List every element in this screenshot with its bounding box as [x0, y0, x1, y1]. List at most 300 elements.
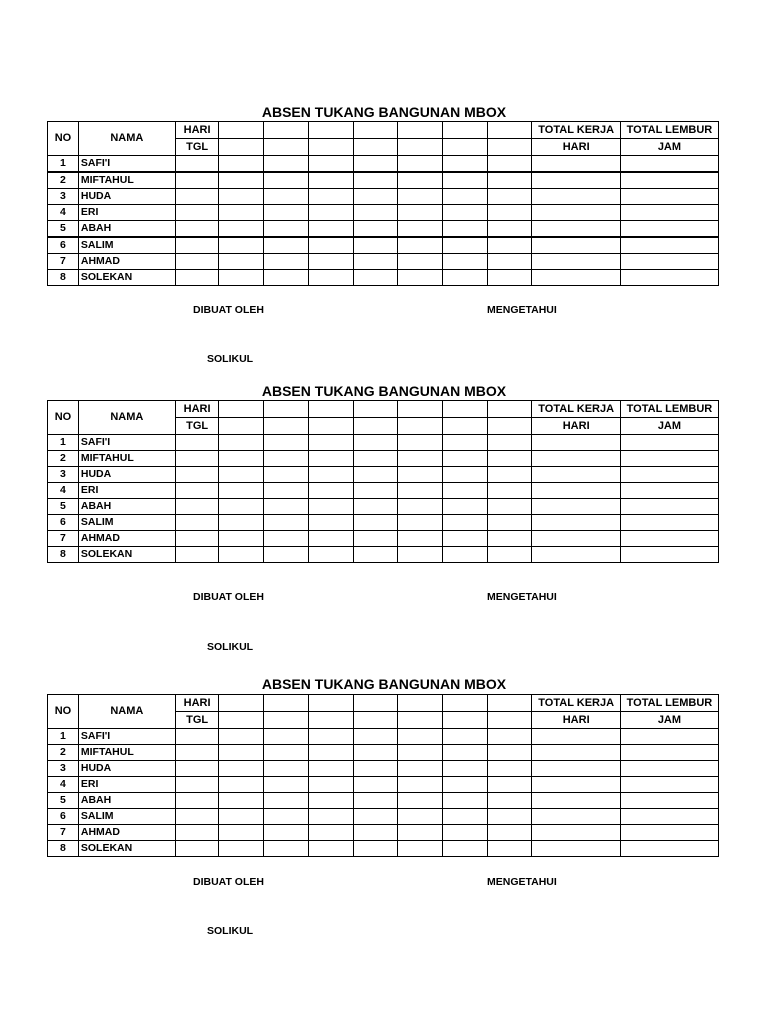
day-cell[interactable]	[487, 695, 532, 712]
day-cell[interactable]	[398, 695, 443, 712]
cell[interactable]	[620, 270, 718, 286]
cell[interactable]	[308, 777, 353, 793]
day-cell[interactable]	[219, 122, 264, 139]
cell[interactable]	[398, 809, 443, 825]
date-cell[interactable]	[487, 418, 532, 435]
cell[interactable]	[532, 451, 620, 467]
cell[interactable]	[487, 189, 532, 205]
row-no: 8	[48, 270, 79, 286]
cell[interactable]	[175, 547, 219, 563]
cell[interactable]	[353, 531, 398, 547]
cell[interactable]	[532, 547, 620, 563]
cell[interactable]	[308, 467, 353, 483]
day-cell[interactable]	[308, 122, 353, 139]
cell[interactable]	[398, 483, 443, 499]
cell[interactable]	[219, 841, 264, 857]
cell[interactable]	[532, 729, 620, 745]
cell[interactable]	[175, 451, 219, 467]
cell[interactable]	[308, 761, 353, 777]
cell[interactable]	[264, 156, 309, 173]
cell[interactable]	[175, 777, 219, 793]
cell[interactable]	[398, 172, 443, 189]
date-cell[interactable]	[398, 139, 443, 156]
day-cell[interactable]	[398, 122, 443, 139]
cell[interactable]	[443, 451, 488, 467]
cell[interactable]	[308, 515, 353, 531]
cell[interactable]	[398, 825, 443, 841]
cell[interactable]	[443, 825, 488, 841]
mengetahui-label: MENGETAHUI	[487, 876, 557, 888]
cell[interactable]	[308, 156, 353, 173]
cell[interactable]	[219, 435, 264, 451]
cell[interactable]	[175, 515, 219, 531]
cell[interactable]	[264, 809, 309, 825]
cell[interactable]	[398, 205, 443, 221]
cell[interactable]	[353, 515, 398, 531]
cell[interactable]	[532, 221, 620, 238]
cell[interactable]	[353, 841, 398, 857]
cell[interactable]	[308, 435, 353, 451]
cell[interactable]	[487, 793, 532, 809]
cell[interactable]	[219, 729, 264, 745]
row-nama: MIFTAHUL	[78, 451, 175, 467]
cell[interactable]	[487, 547, 532, 563]
cell[interactable]	[487, 809, 532, 825]
cell[interactable]	[398, 745, 443, 761]
cell[interactable]	[353, 793, 398, 809]
cell[interactable]	[308, 205, 353, 221]
cell[interactable]	[219, 777, 264, 793]
cell[interactable]	[353, 761, 398, 777]
cell[interactable]	[353, 483, 398, 499]
cell[interactable]	[620, 515, 718, 531]
cell[interactable]	[443, 745, 488, 761]
cell[interactable]	[308, 531, 353, 547]
cell[interactable]	[175, 483, 219, 499]
cell[interactable]	[487, 237, 532, 254]
cell[interactable]	[264, 205, 309, 221]
cell[interactable]	[175, 189, 219, 205]
cell[interactable]	[398, 841, 443, 857]
cell[interactable]	[353, 467, 398, 483]
cell[interactable]	[353, 729, 398, 745]
date-cell[interactable]	[219, 139, 264, 156]
cell[interactable]	[219, 793, 264, 809]
cell[interactable]	[264, 499, 309, 515]
cell[interactable]	[219, 483, 264, 499]
cell[interactable]	[175, 270, 219, 286]
cell[interactable]	[353, 156, 398, 173]
date-cell[interactable]	[308, 139, 353, 156]
cell[interactable]	[532, 793, 620, 809]
cell[interactable]	[532, 270, 620, 286]
cell[interactable]	[219, 825, 264, 841]
cell[interactable]	[620, 809, 718, 825]
cell[interactable]	[264, 451, 309, 467]
cell[interactable]	[443, 841, 488, 857]
day-cell[interactable]	[487, 401, 532, 418]
cell[interactable]	[219, 809, 264, 825]
cell[interactable]	[264, 270, 309, 286]
date-cell[interactable]	[353, 139, 398, 156]
cell[interactable]	[620, 156, 718, 173]
cell[interactable]	[308, 483, 353, 499]
row-no: 4	[48, 205, 79, 221]
cell[interactable]	[264, 172, 309, 189]
cell[interactable]	[443, 205, 488, 221]
cell[interactable]	[398, 515, 443, 531]
cell[interactable]	[264, 515, 309, 531]
cell[interactable]	[308, 189, 353, 205]
cell[interactable]	[443, 761, 488, 777]
cell[interactable]	[219, 531, 264, 547]
cell[interactable]	[487, 156, 532, 173]
cell[interactable]	[532, 467, 620, 483]
row-no: 4	[48, 777, 79, 793]
cell[interactable]	[443, 809, 488, 825]
cell[interactable]	[353, 451, 398, 467]
cell[interactable]	[308, 825, 353, 841]
cell[interactable]	[532, 483, 620, 499]
cell[interactable]	[620, 172, 718, 189]
cell[interactable]	[443, 189, 488, 205]
cell[interactable]	[487, 451, 532, 467]
cell[interactable]	[532, 841, 620, 857]
cell[interactable]	[175, 841, 219, 857]
cell[interactable]	[264, 467, 309, 483]
cell[interactable]	[308, 172, 353, 189]
cell[interactable]	[487, 435, 532, 451]
row-nama: SOLEKAN	[78, 270, 175, 286]
cell[interactable]	[532, 237, 620, 254]
cell[interactable]	[443, 729, 488, 745]
signer-name: SOLIKUL	[207, 925, 254, 937]
row-nama: ABAH	[78, 499, 175, 515]
cell[interactable]	[398, 156, 443, 173]
cell[interactable]	[532, 435, 620, 451]
cell[interactable]	[398, 451, 443, 467]
cell[interactable]	[532, 515, 620, 531]
day-cell[interactable]	[398, 401, 443, 418]
cell[interactable]	[443, 435, 488, 451]
date-cell[interactable]	[353, 712, 398, 729]
cell[interactable]	[175, 531, 219, 547]
table-row	[48, 254, 719, 270]
cell[interactable]	[532, 205, 620, 221]
cell[interactable]	[264, 777, 309, 793]
date-cell[interactable]	[264, 139, 309, 156]
date-cell[interactable]	[264, 712, 309, 729]
cell[interactable]	[308, 547, 353, 563]
cell[interactable]	[353, 745, 398, 761]
cell[interactable]	[443, 547, 488, 563]
cell[interactable]	[308, 221, 353, 238]
day-cell[interactable]	[353, 122, 398, 139]
cell[interactable]	[219, 745, 264, 761]
cell[interactable]	[264, 435, 309, 451]
cell[interactable]	[219, 237, 264, 254]
cell[interactable]	[620, 221, 718, 238]
cell[interactable]	[353, 221, 398, 238]
cell[interactable]	[308, 841, 353, 857]
cell[interactable]	[219, 761, 264, 777]
cell[interactable]	[398, 189, 443, 205]
cell[interactable]	[219, 270, 264, 286]
date-cell[interactable]	[487, 712, 532, 729]
date-cell[interactable]	[487, 139, 532, 156]
date-cell[interactable]	[443, 139, 488, 156]
cell[interactable]	[308, 451, 353, 467]
day-cell[interactable]	[264, 122, 309, 139]
table-row	[48, 515, 719, 531]
cell[interactable]	[264, 841, 309, 857]
cell[interactable]	[219, 205, 264, 221]
day-cell[interactable]	[353, 401, 398, 418]
cell[interactable]	[308, 499, 353, 515]
cell[interactable]	[487, 777, 532, 793]
cell[interactable]	[264, 221, 309, 238]
cell[interactable]	[620, 254, 718, 270]
cell[interactable]	[219, 547, 264, 563]
date-cell[interactable]	[264, 418, 309, 435]
cell[interactable]	[219, 499, 264, 515]
cell[interactable]	[308, 270, 353, 286]
cell[interactable]	[353, 825, 398, 841]
cell[interactable]	[487, 531, 532, 547]
cell[interactable]	[219, 172, 264, 189]
cell[interactable]	[398, 499, 443, 515]
cell[interactable]	[487, 745, 532, 761]
cell[interactable]	[264, 254, 309, 270]
cell[interactable]	[219, 156, 264, 173]
attendance-table	[47, 400, 719, 563]
cell[interactable]	[487, 467, 532, 483]
cell[interactable]	[487, 761, 532, 777]
row-no: 8	[48, 841, 79, 857]
day-cell[interactable]	[353, 695, 398, 712]
cell[interactable]	[264, 761, 309, 777]
cell[interactable]	[620, 483, 718, 499]
cell[interactable]	[398, 793, 443, 809]
cell[interactable]	[532, 254, 620, 270]
cell[interactable]	[443, 531, 488, 547]
cell[interactable]	[264, 189, 309, 205]
cell[interactable]	[398, 270, 443, 286]
cell[interactable]	[398, 777, 443, 793]
cell[interactable]	[175, 467, 219, 483]
cell[interactable]	[219, 221, 264, 238]
cell[interactable]	[398, 237, 443, 254]
cell[interactable]	[443, 467, 488, 483]
row-no: 5	[48, 793, 79, 809]
cell[interactable]	[175, 254, 219, 270]
cell[interactable]	[175, 499, 219, 515]
cell[interactable]	[620, 745, 718, 761]
cell[interactable]	[620, 841, 718, 857]
cell[interactable]	[487, 205, 532, 221]
day-cell[interactable]	[308, 401, 353, 418]
date-cell[interactable]	[219, 712, 264, 729]
cell[interactable]	[398, 761, 443, 777]
cell[interactable]	[398, 531, 443, 547]
day-cell[interactable]	[219, 695, 264, 712]
cell[interactable]	[398, 435, 443, 451]
cell[interactable]	[175, 793, 219, 809]
cell[interactable]	[443, 499, 488, 515]
cell[interactable]	[219, 451, 264, 467]
cell[interactable]	[620, 189, 718, 205]
cell[interactable]	[308, 745, 353, 761]
cell[interactable]	[264, 483, 309, 499]
cell[interactable]	[443, 172, 488, 189]
cell[interactable]	[443, 777, 488, 793]
cell[interactable]	[264, 729, 309, 745]
cell[interactable]	[264, 745, 309, 761]
cell[interactable]	[219, 189, 264, 205]
cell[interactable]	[264, 547, 309, 563]
cell[interactable]	[308, 729, 353, 745]
cell[interactable]	[620, 435, 718, 451]
cell[interactable]	[443, 221, 488, 238]
cell[interactable]	[620, 825, 718, 841]
cell[interactable]	[620, 761, 718, 777]
day-cell[interactable]	[487, 122, 532, 139]
cell[interactable]	[532, 172, 620, 189]
cell[interactable]	[487, 254, 532, 270]
cell[interactable]	[264, 237, 309, 254]
cell[interactable]	[353, 237, 398, 254]
cell[interactable]	[532, 189, 620, 205]
day-cell[interactable]	[264, 401, 309, 418]
cell[interactable]	[443, 483, 488, 499]
date-cell[interactable]	[398, 712, 443, 729]
unit-hari: HARI	[532, 712, 620, 729]
cell[interactable]	[353, 270, 398, 286]
cell[interactable]	[264, 825, 309, 841]
cell[interactable]	[308, 237, 353, 254]
cell[interactable]	[532, 499, 620, 515]
cell[interactable]	[219, 467, 264, 483]
cell[interactable]	[487, 841, 532, 857]
cell[interactable]	[398, 547, 443, 563]
date-cell[interactable]	[353, 418, 398, 435]
cell[interactable]	[353, 435, 398, 451]
cell[interactable]	[620, 205, 718, 221]
cell[interactable]	[175, 761, 219, 777]
cell[interactable]	[175, 237, 219, 254]
cell[interactable]	[219, 515, 264, 531]
cell[interactable]	[175, 221, 219, 238]
cell[interactable]	[532, 761, 620, 777]
date-cell[interactable]	[398, 418, 443, 435]
cell[interactable]	[175, 809, 219, 825]
sheet-title: ABSEN TUKANG BANGUNAN MBOX	[261, 676, 507, 692]
cell[interactable]	[532, 531, 620, 547]
cell[interactable]	[353, 189, 398, 205]
cell[interactable]	[308, 809, 353, 825]
cell[interactable]	[487, 499, 532, 515]
cell[interactable]	[620, 531, 718, 547]
cell[interactable]	[353, 499, 398, 515]
cell[interactable]	[175, 825, 219, 841]
cell[interactable]	[219, 254, 264, 270]
cell[interactable]	[532, 777, 620, 793]
date-cell[interactable]	[443, 418, 488, 435]
cell[interactable]	[487, 221, 532, 238]
cell[interactable]	[308, 793, 353, 809]
cell[interactable]	[353, 205, 398, 221]
cell[interactable]	[532, 825, 620, 841]
cell[interactable]	[532, 809, 620, 825]
cell[interactable]	[308, 254, 353, 270]
cell[interactable]	[487, 483, 532, 499]
day-cell[interactable]	[219, 401, 264, 418]
cell[interactable]	[398, 729, 443, 745]
cell[interactable]	[264, 531, 309, 547]
day-cell[interactable]	[443, 401, 488, 418]
cell[interactable]	[620, 793, 718, 809]
cell[interactable]	[443, 156, 488, 173]
date-cell[interactable]	[443, 712, 488, 729]
cell[interactable]	[264, 793, 309, 809]
cell[interactable]	[175, 745, 219, 761]
cell[interactable]	[620, 547, 718, 563]
date-cell[interactable]	[308, 712, 353, 729]
cell[interactable]	[443, 515, 488, 531]
row-nama: HUDA	[78, 761, 175, 777]
cell[interactable]	[443, 254, 488, 270]
cell[interactable]	[443, 270, 488, 286]
cell[interactable]	[487, 270, 532, 286]
cell[interactable]	[443, 237, 488, 254]
cell[interactable]	[175, 729, 219, 745]
day-cell[interactable]	[264, 695, 309, 712]
cell[interactable]	[532, 745, 620, 761]
cell[interactable]	[353, 172, 398, 189]
cell[interactable]	[353, 809, 398, 825]
cell[interactable]	[620, 467, 718, 483]
cell[interactable]	[620, 777, 718, 793]
cell[interactable]	[175, 156, 219, 173]
cell[interactable]	[443, 793, 488, 809]
cell[interactable]	[487, 729, 532, 745]
day-cell[interactable]	[443, 695, 488, 712]
date-cell[interactable]	[219, 418, 264, 435]
cell[interactable]	[487, 172, 532, 189]
cell[interactable]	[620, 499, 718, 515]
row-nama: MIFTAHUL	[78, 745, 175, 761]
cell[interactable]	[532, 156, 620, 173]
cell[interactable]	[398, 221, 443, 238]
cell[interactable]	[353, 547, 398, 563]
cell[interactable]	[353, 254, 398, 270]
cell[interactable]	[175, 172, 219, 189]
cell[interactable]	[398, 254, 443, 270]
day-cell[interactable]	[443, 122, 488, 139]
date-cell[interactable]	[308, 418, 353, 435]
cell[interactable]	[398, 467, 443, 483]
cell[interactable]	[353, 777, 398, 793]
cell[interactable]	[620, 729, 718, 745]
cell[interactable]	[620, 237, 718, 254]
cell[interactable]	[487, 515, 532, 531]
col-header-tgl: TGL	[175, 418, 219, 435]
cell[interactable]	[175, 205, 219, 221]
day-cell[interactable]	[308, 695, 353, 712]
cell[interactable]	[620, 451, 718, 467]
cell[interactable]	[487, 825, 532, 841]
cell[interactable]	[175, 435, 219, 451]
